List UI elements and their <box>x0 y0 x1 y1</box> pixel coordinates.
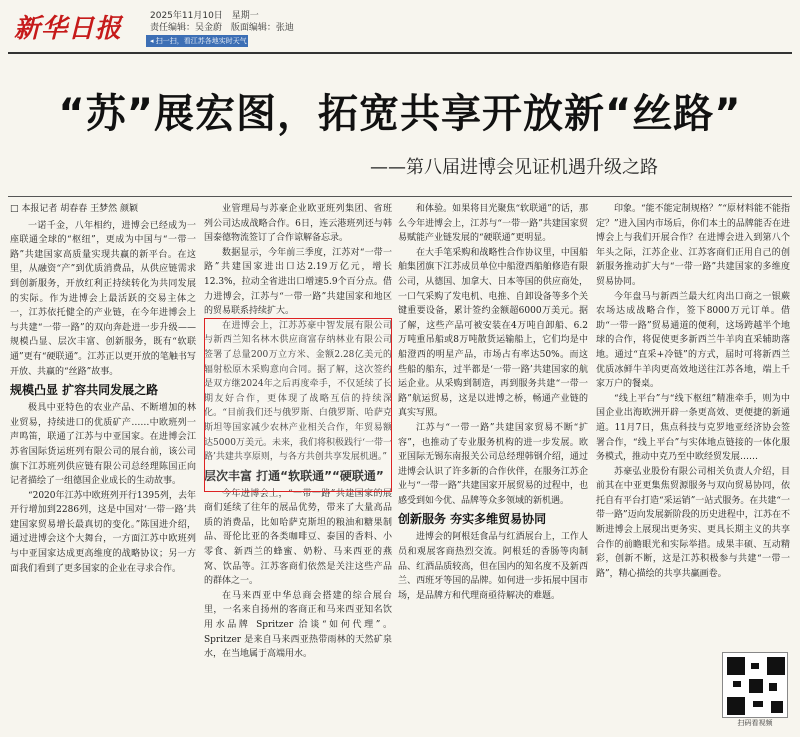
newspaper-logo[interactable]: 新华日报 <box>14 14 123 44</box>
byline: □ 本报记者 胡春春 王梦然 颜颖 <box>10 204 138 214</box>
arrow-icon: ◂ <box>150 37 156 45</box>
paragraph: “线上平台”与“线下枢纽”精准牵手，则为中国企业出海欧洲开辟一条更高效、更便捷的新通道。11月7日，焦点科技与克罗地亚经济协会签署合作，“线上平台”与实体地点链接的一体化服务模式，推动中克乃至中欧经贸发展…… <box>596 393 790 463</box>
paragraph: 业管理局与苏豪企业欧亚班列集团、省班列公司达成战略合作。6日，连云港班列还与韩国泰德物流签订了合作谅解备忘录。 <box>204 204 392 244</box>
article-column-3 <box>398 202 588 732</box>
issue-weekday: 星期一 <box>231 11 259 21</box>
masthead <box>8 4 792 52</box>
issue-meta <box>150 10 300 34</box>
paragraph: 印象。“能不能定制规格？”“原材料能不能指定？”进入国内市场后，你们本土的品牌能否在进博会上与我们开展合作？在进博会进入到第八个年头之际，江苏企业、江苏客商们正用自己的创新服务推动扩大与“一带一路”共建国家的多维度贸易协同。 <box>596 204 790 287</box>
qr-code-icon[interactable] <box>722 652 788 718</box>
paragraph: 进博会的阿根廷食品与红酒展台上，工作人员和观展客商热烈交流。阿根廷的香肠等肉制品、红酒品质较高，但在国内的知名度不及新西兰、西班牙等国的品牌。如何进一步拓展中国市场，是品牌方和代理商亟待解决的难题。 <box>398 532 588 601</box>
paragraph: 在大手笔采购和战略性合作协议里，中国船舶集团旗下江苏成员单位中船澄西船舶修造有限公司，从德国、加拿大、日本等国的供应商处，一口气采购了发电机、电推、自卸设备等多个关键重要设备，累计签约金额超6000万美元。据了解，这些产品可被安装在4万吨自卸船、6.2万吨重吊船或8万吨散货运输船上，它们均是中船澄西的明星产品，市场占有率达50%。而这些船的船东，过半都是‘一带一路’共建国家的航运企业。从采购到制造，再到服务共建“一带一路”航运贸易，这是以进博之桥，畅通产业链的真实写照。 <box>398 247 588 419</box>
paragraph: 江苏与“一带一路”共建国家贸易不断“扩容”，也推动了专业服务机构的进一步发展。欧亚国际无锡东南报关公司总经理韩钢介绍，通过进博会认识了许多新的合作伙伴，在服务江苏企业与“一带一路”共建国家开展贸易的过程中，也感受到如今优、品牌等众多领域的新机遇。 <box>398 422 588 506</box>
headline-divider <box>8 196 792 197</box>
section-heading: 规模凸显 扩容共同发展之路 <box>10 383 159 398</box>
masthead-divider <box>8 52 792 54</box>
article-headline: “苏”展宏图，拓宽共享开放新“丝路” <box>58 91 742 137</box>
weather-banner[interactable] <box>146 35 248 47</box>
highlight-box <box>204 318 392 492</box>
weather-banner-label: 扫一扫，看江苏各地实时天气 <box>155 37 247 45</box>
section-heading: 创新服务 夯实多维贸易协同 <box>398 512 547 527</box>
paragraph: 一诺千金，八年相约，进博会已经成为一座联通全球的“枢纽”，更成为中国与“一带一路”共建国家高质量实现共赢的新平台。在这里，从融资“产”到优质消费品，从供应链需求到创新服务，开放红利正持续转化为共同发展的实际。作为进博会上最活跃的交易主体之一，江苏依托健全的产业链，在今年进博会上与共建“一带一路”的双向奔赴进一步升级——规模凸显、层次丰富、创新服务，既有“软联通”更有“硬联通”。江苏正以更开放的笔触书写开放、共赢的“丝路”故事。 <box>10 220 196 377</box>
paragraph: 极具中亚特色的农业产品、不断增加的林业贸易，持续进口的优质矿产……中欧班列一声鸣笛，联通了江苏与中亚国家。在进博会江苏省国际货运班列有限公司的展台前，该公司旗下江苏班列供应链有限公司总经理陈国正向记者描绘了一组德国企业成长的生动故事。 <box>10 403 196 487</box>
article-column-1 <box>10 202 196 732</box>
paragraph: 和体验。如果将目光聚焦“软联通”的话，那么今年进博会上，江苏与“一带一路”共建国家贸易赋能产业链发展的“硬联通”更明显。 <box>398 204 588 244</box>
issue-date: 2025年11月10日 <box>150 11 223 21</box>
article-column-4 <box>596 202 790 650</box>
paragraph: “2020年江苏中欧班列开行1395列，去年开行增加到2286列，这是中国对‘一带一路’共建国家贸易增长最真切的变化。”陈国进介绍，通过进博会这个大舞台，一方面江苏中欧班列与中亚国家达成更高维度的战略协议；另一方面我们看到了更多国家的企业在寻求合作。 <box>10 490 196 574</box>
paragraph: 在马来西亚中华总商会搭建的综合展台里，一名来自扬州的客商正和马来西亚知名饮用水品牌 Spritzer 洽谈“如何代理”。Spritzer 是来自马来西亚热带雨林的天然矿泉水，在当地属于高端用水。 <box>204 590 392 660</box>
paragraph: 苏豪弘业股份有限公司相关负责人介绍，目前其在中亚更集焦贸源服务与双向贸易协同，依托自有平台打造“采运销”一站式服务。在共建“一带一路”迈向发展新阶段的历史进程中，江苏在不断进博会上展现出更务实、更具长期主义的共享合作的前瞻眼光和实际举措。成果丰硕、互动精彩，创新不断，这是江苏积极参与共建“一带一路”，精心描绘的共享共赢画卷。 <box>596 466 790 579</box>
paragraph: 今年盘马与新西兰最大红肉出口商之一银蕨农场达成战略合作，签下8000万元订单。借助“一带一路”贸易通道的便利，这场跨越半个地球的合作，将促使更多新西兰牛羊肉直采辅助落地。通过“直采+冷链”的方式，届时可将新西兰优质冰鲜牛羊肉更高效地送往江苏各地，端上千家万户的餐桌。 <box>596 291 790 390</box>
paragraph: 今年进博会上，“一带一路”共建国家的展商们延续了往年的展品优势，带来了大量高品质的消费品，比如哈萨克斯坦的粮油和糖果制品、哥伦比亚的各类咖啡豆、泰国的香料、小零食、新西兰的蜂蜜、奶粉、马来西亚的燕窝、饮品等。江苏客商们依然是关注这些产品的群体之一。 <box>204 488 392 587</box>
editor-credit: 责任编辑：吴金蔚 <box>150 23 223 33</box>
square-icon: □ <box>10 204 22 214</box>
qr-caption: 扫码看视频 <box>737 719 773 727</box>
paragraph: 数据显示，今年前三季度，江苏对“一带一路”共建国家进出口达2.19万亿元，增长12.3%，拉动全省进出口增速5.9个百分点。借力进博会，江苏与“一带一路”共建国家和地区的贸易联系持续扩大。 <box>204 247 392 317</box>
designer-credit: 版面编辑：张迪 <box>230 23 294 33</box>
section-heading: 层次丰富 打通“软联通”“硬联通” <box>204 468 384 483</box>
highlighted-paragraph: 在进博会上，江苏苏豪中智发展有限公司与新西兰知名林木供应商富存纳林业有限公司签署了总量200万立方米、金额2.28亿美元的辐射松原木采购意向合同。据了解，这次签约是双方继2024年之后再度牵手，不仅延续了长期友好合作，更体现了战略互信的持续深化。“目前我们还与俄罗斯、白俄罗斯、哈萨克斯坦等国家减少农林产业相关合作，年贸易额达5000万美元。未来，我们将积极践行‘一带一路’共建共享原则，与各方共创共享发展机遇。” <box>204 320 392 463</box>
article-subhead: ——第八届进博会见证机遇升级之路 <box>370 157 658 178</box>
